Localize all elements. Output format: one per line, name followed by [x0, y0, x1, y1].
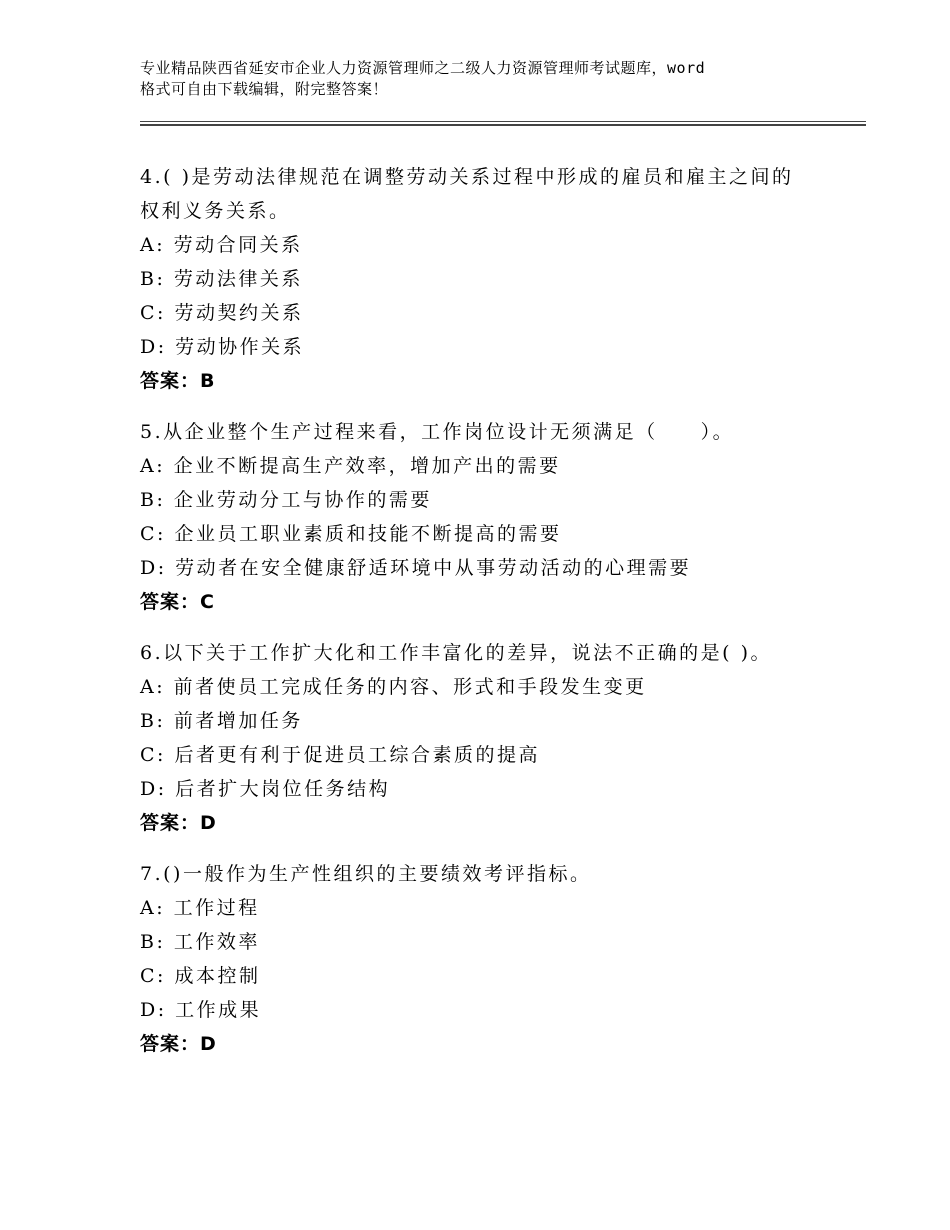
answer-label: 答案：D	[140, 1033, 217, 1055]
option-a: A: 企业不断提高生产效率，增加产出的需要	[140, 455, 561, 477]
question-stem-line-1: 6.以下关于工作扩大化和工作丰富化的差异，说法不正确的是( )。	[140, 642, 772, 664]
option-c: C: 成本控制	[140, 965, 261, 987]
option-d: D: 劳动者在安全健康舒适环境中从事劳动活动的心理需要	[140, 557, 692, 579]
question-5	[140, 415, 840, 619]
option-b: B: 工作效率	[140, 931, 260, 953]
option-b: B: 劳动法律关系	[140, 268, 303, 290]
header-divider-thick	[140, 124, 866, 126]
option-c: C: 劳动契约关系	[140, 302, 304, 324]
question-stem-line-2: 权利义务关系。	[140, 200, 291, 222]
option-a: A: 前者使员工完成任务的内容、形式和手段发生变更	[140, 676, 647, 698]
question-stem-line-1: 7.()一般作为生产性组织的主要绩效考评指标。	[140, 863, 592, 885]
option-d: D: 工作成果	[140, 999, 262, 1021]
header-divider-thin	[140, 121, 866, 122]
header-line-1: 专业精品陕西省延安市企业人力资源管理师之二级人力资源管理师考试题库，word	[140, 59, 706, 77]
answer-label: 答案：D	[140, 812, 217, 834]
question-list	[140, 160, 840, 1078]
answer-label: 答案：B	[140, 370, 216, 392]
option-c: C: 企业员工职业素质和技能不断提高的需要	[140, 523, 562, 545]
option-a: A: 工作过程	[140, 897, 260, 919]
question-4	[140, 160, 840, 398]
option-b: B: 前者增加任务	[140, 710, 303, 732]
answer-label: 答案：C	[140, 591, 215, 613]
question-stem-line-1: 4.( )是劳动法律规范在调整劳动关系过程中形成的雇员和雇主之间的	[140, 166, 794, 188]
question-6	[140, 636, 840, 840]
option-d: D: 劳动协作关系	[140, 336, 305, 358]
option-c: C: 后者更有利于促进员工综合素质的提高	[140, 744, 540, 766]
header-line-2: 格式可自由下载编辑，附完整答案！	[140, 80, 389, 98]
option-a: A: 劳动合同关系	[140, 234, 303, 256]
question-stem-line-1: 5.从企业整个生产过程来看，工作岗位设计无须满足（ ）。	[140, 421, 735, 443]
option-b: B: 企业劳动分工与协作的需要	[140, 489, 432, 511]
question-7	[140, 857, 840, 1061]
option-d: D: 后者扩大岗位任务结构	[140, 778, 391, 800]
document-header	[140, 58, 830, 100]
